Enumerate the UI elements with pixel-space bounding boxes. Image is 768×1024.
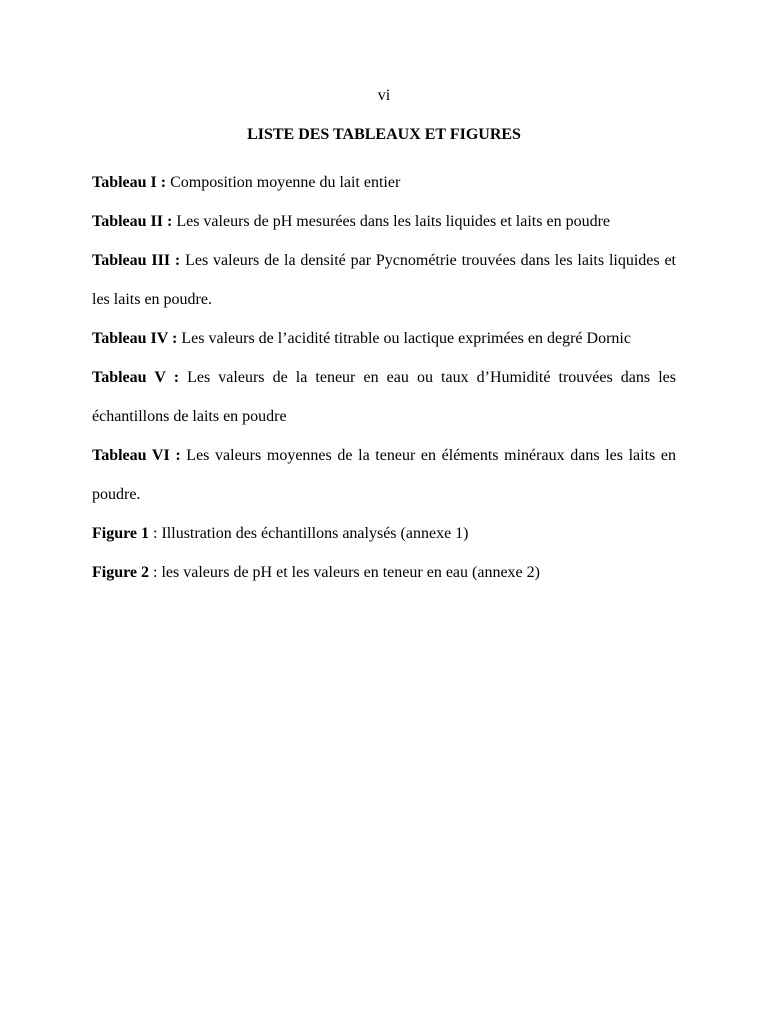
entry-text: Composition moyenne du lait entier bbox=[166, 174, 401, 191]
list-item-tableau-6 bbox=[92, 436, 676, 514]
entry-label: Figure 2 bbox=[92, 564, 150, 581]
list-item-tableau-2 bbox=[92, 202, 676, 241]
page-number: vi bbox=[377, 87, 391, 104]
entry-label: Tableau I : bbox=[92, 174, 167, 191]
list-item-tableau-5 bbox=[92, 358, 676, 436]
page-title: LISTE DES TABLEAUX ET FIGURES bbox=[247, 126, 521, 143]
list-item-tableau-1 bbox=[92, 163, 676, 202]
list-item-figure-2 bbox=[92, 553, 676, 592]
entry-text: : les valeurs de pH et les valeurs en teneur en eau (annexe 2) bbox=[149, 564, 540, 581]
entry-label: Tableau IV : bbox=[92, 330, 178, 347]
entry-label: Tableau II : bbox=[92, 213, 173, 230]
list-item-tableau-3 bbox=[92, 241, 676, 319]
entry-text: Les valeurs moyennes de la teneur en éléments minéraux dans les laits en poudre. bbox=[92, 447, 677, 503]
entry-label: Tableau VI : bbox=[92, 447, 181, 464]
entry-text: : Illustration des échantillons analysés (annexe 1) bbox=[149, 525, 469, 542]
entry-text: Les valeurs de pH mesurées dans les laits liquides et laits en poudre bbox=[172, 213, 610, 230]
entry-label: Tableau III : bbox=[92, 252, 181, 269]
list-item-tableau-4 bbox=[92, 319, 676, 358]
entry-text: Les valeurs de l’acidité titrable ou lactique exprimées en degré Dornic bbox=[177, 330, 631, 347]
entry-label: Tableau V : bbox=[92, 369, 180, 386]
list-item-figure-1 bbox=[92, 514, 676, 553]
entry-text: Les valeurs de la densité par Pycnométrie trouvées dans les laits liquides et les laits en poudre. bbox=[92, 252, 676, 308]
entry-text: Les valeurs de la teneur en eau ou taux d’Humidité trouvées dans les échantillons de laits en poudre bbox=[92, 369, 676, 425]
list-of-tables-and-figures bbox=[92, 163, 676, 592]
entry-label: Figure 1 bbox=[92, 525, 150, 542]
